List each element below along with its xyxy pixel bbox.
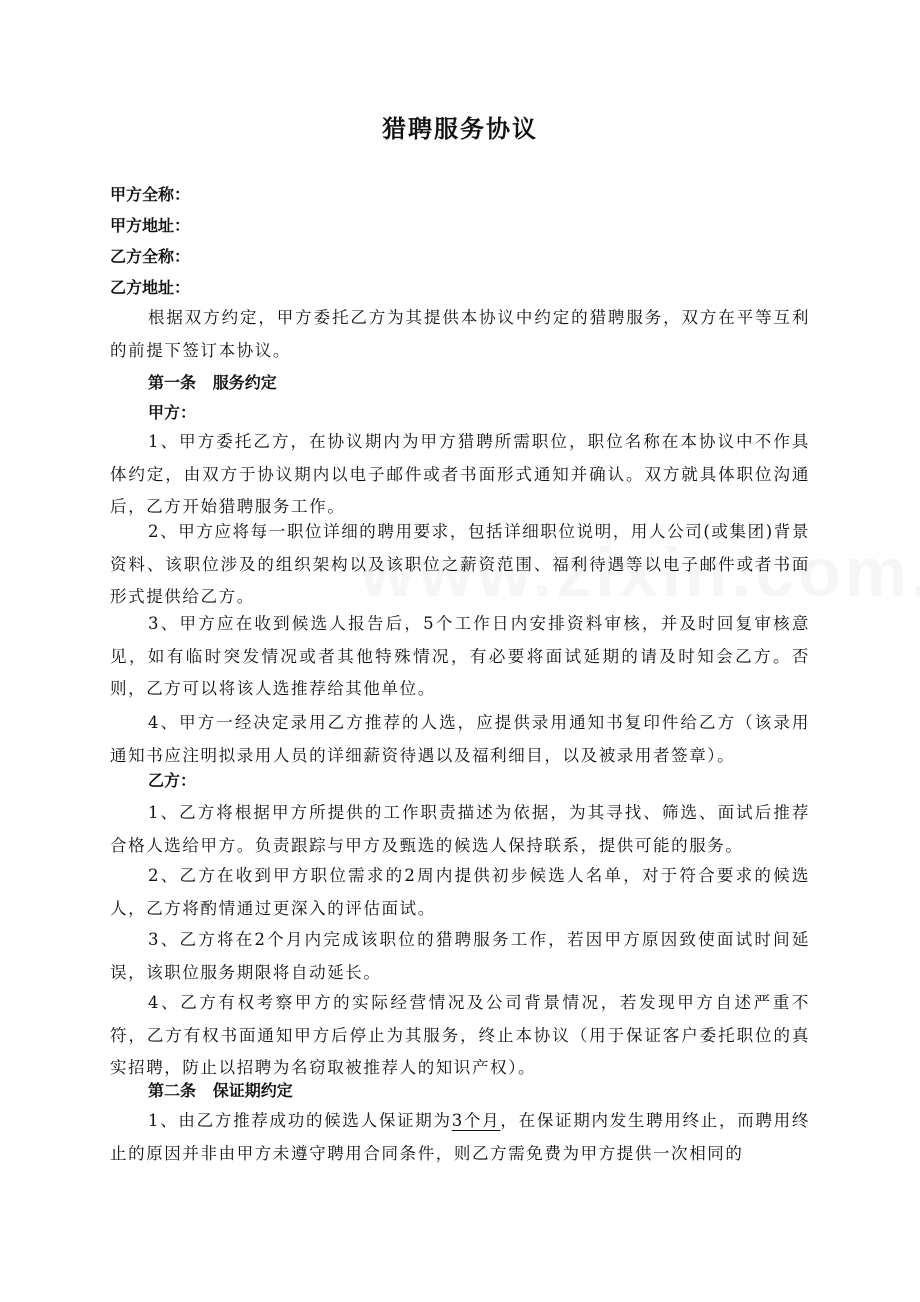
- article-1-heading: 第一条 服务约定: [148, 373, 277, 392]
- intro-paragraph: 根据双方约定，甲方委托乙方为其提供本协议中约定的猎聘服务，双方在平等互利的前提下签订本协议。: [110, 308, 810, 360]
- party-b-item-2: 2、乙方在收到甲方职位需求的2周内提供初步候选人名单，对于符合要求的候选人，乙方将酌情通过更深入的评估面试。: [110, 866, 810, 918]
- party-a-item-2: 2、甲方应将每一职位详细的聘用要求，包括详细职位说明，用人公司(或集团)背景资料、该职位涉及的组织架构以及该职位之薪资范围、福利待遇等以电子邮件或者书面形式提供给乙方。: [110, 522, 810, 606]
- guarantee-item-1-text-b: ，在保证期内发生聘用终止，而聘用终止的原因并非由甲方未遵守聘用合同条件，则乙方需免费为甲方提供一次相同的: [110, 1111, 810, 1163]
- document-title: 猎聘服务协议: [382, 114, 538, 143]
- party-a-item-3: 3、甲方应在收到候选人报告后，5个工作日内安排资料审核，并及时回复审核意见，如有临时突发情况或者其他特殊情况，有必要将面试延期的请及时知会乙方。否则，乙方可以将该人选推荐给其他单位。: [110, 614, 810, 698]
- party-a-name-field: 甲方全称：: [110, 185, 191, 204]
- party-b-item-1: 1、乙方将根据甲方所提供的工作职责描述为依据，为其寻找、筛选、面试后推荐合格人选给甲方。负责跟踪与甲方及甄选的候选人保持联系，提供可能的服务。: [110, 803, 810, 855]
- article-2-heading: 第二条 保证期约定: [148, 1081, 293, 1100]
- guarantee-period-value: 3个月: [451, 1111, 501, 1130]
- party-b-label: 乙方：: [148, 771, 197, 790]
- party-a-address-field: 甲方地址：: [110, 216, 191, 235]
- guarantee-item-1-text-a: 1、由乙方推荐成功的候选人保证期为: [148, 1111, 452, 1130]
- guarantee-item-1: [110, 1105, 810, 1170]
- party-a-item-4: 4、甲方一经决定录用乙方推荐的人选，应提供录用通知书复印件给乙方（该录用通知书应注明拟录用人员的详细薪资待遇以及福利细目，以及被录用者签章）。: [110, 713, 810, 765]
- party-b-item-4: 4、乙方有权考察甲方的实际经营情况及公司背景情况，若发现甲方自述严重不符，乙方有权书面通知甲方后停止为其服务，终止本协议（用于保证客户委托职位的真实招聘，防止以招聘为名窃取被推荐人的知识产权）。: [110, 993, 810, 1077]
- party-b-address-field: 乙方地址：: [110, 278, 191, 297]
- party-a-item-1: 1、甲方委托乙方，在协议期内为甲方猎聘所需职位，职位名称在本协议中不作具体约定，由双方于协议期内以电子邮件或者书面形式通知并确认。双方就具体职位沟通后，乙方开始猎聘服务工作。: [110, 432, 810, 516]
- party-b-name-field: 乙方全称：: [110, 247, 191, 266]
- party-b-item-3: 3、乙方将在2个月内完成该职位的猎聘服务工作，若因甲方原因致使面试时间延误，该职位服务期限将自动延长。: [110, 930, 810, 982]
- party-a-label: 甲方：: [148, 403, 197, 422]
